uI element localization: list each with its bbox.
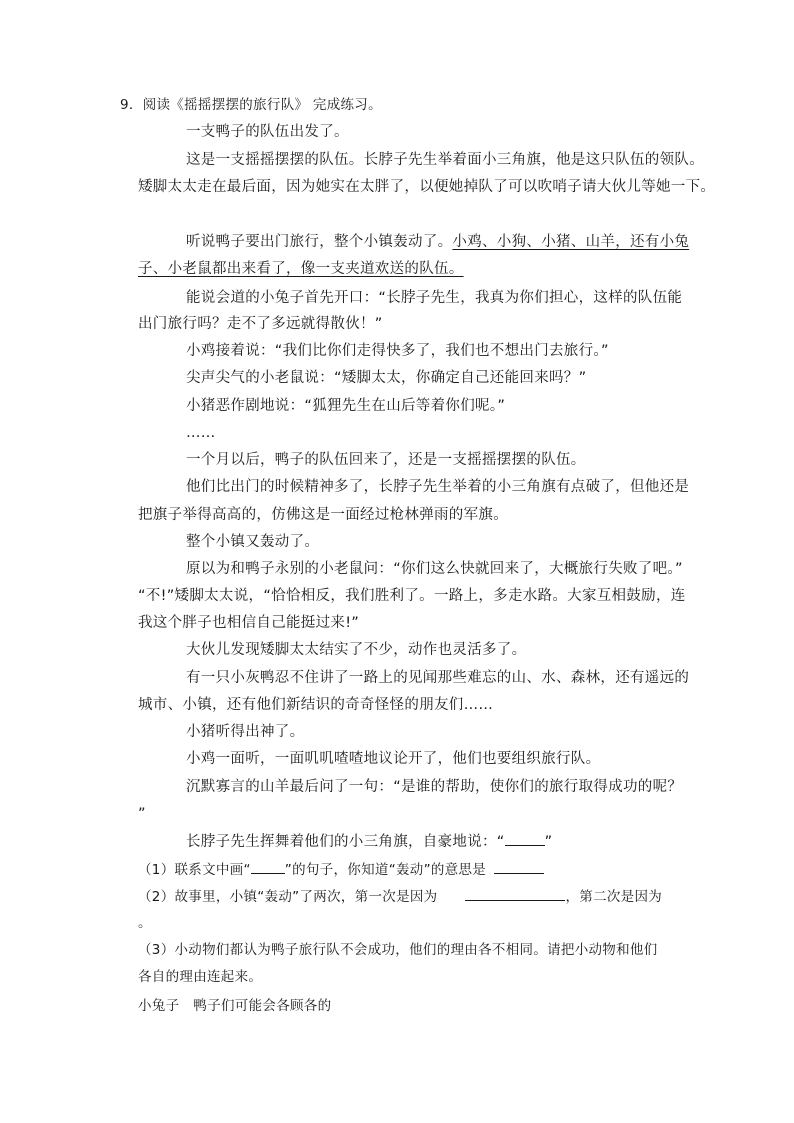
passage-paragraph: 一支鸭子的队伍出发了。: [186, 124, 349, 140]
question-text: （1）联系文中画“: [138, 862, 251, 878]
sub-question-1: [138, 859, 544, 880]
answer-blank[interactable]: [494, 859, 544, 874]
passage-text: ”: [544, 834, 553, 850]
question-number: 9．: [120, 97, 143, 113]
passage-paragraph: 有一只小灰鸭忍不住讲了一路上的见闻那些难忘的山、水、森林，还有遥远的: [186, 670, 690, 686]
passage-text: 听说鸭子要出门旅行，整个小镇轰动了。: [186, 234, 453, 250]
sub-question-3: （3）小动物们都认为鸭子旅行队不会成功，他们的理由各不相同。请把小动物和他们: [138, 942, 658, 958]
passage-paragraph: 原以为和鸭子永别的小老鼠问：“你们这么快就回来了，大概旅行失败了吧。”: [186, 561, 683, 577]
passage-paragraph: 他们比出门的时候精神多了，长脖子先生举着的小三角旗有点破了，但他还是: [186, 479, 690, 495]
sub-question-2-end: 。: [138, 915, 152, 931]
question-text: ，第二次是因为: [565, 889, 663, 905]
passage-paragraph: 沉默寡言的山羊最后问了一句：“是谁的帮助，使你们的旅行取得成功的呢？: [186, 779, 683, 795]
passage-paragraph: 小鸡一面听，一面叽叽喳喳地议论开了，他们也要组织旅行队。: [186, 751, 601, 767]
underlined-sentence-continuation: 子、小老鼠都出来看了，像一支夹道欢送的队伍。: [138, 261, 464, 277]
passage-paragraph-continuation: 出门旅行吗？走不了多远就得散伙！”: [138, 316, 383, 332]
passage-paragraph: 小鸡接着说：“我们比你们走得快多了，我们也不想出门去旅行。”: [186, 343, 609, 359]
match-animal[interactable]: 小兔子: [138, 998, 180, 1014]
passage-paragraph: 整个小镇又轰动了。: [186, 534, 320, 550]
passage-paragraph: 能说会道的小兔子首先开口：“长脖子先生，我真为你们担心，这样的队伍能: [186, 290, 683, 306]
answer-blank[interactable]: [251, 859, 285, 874]
passage-paragraph: 一个月以后，鸭子的队伍回来了，还是一支摇摇摆摆的队伍。: [186, 452, 586, 468]
passage-text: 长脖子先生挥舞着他们的小三角旗，自豪地说：“: [186, 834, 505, 850]
passage-ellipsis: ……: [186, 425, 216, 441]
passage-paragraph-continuation: 矮脚太太走在最后面，因为她实在太胖了，以便她掉队了可以吹哨子请大伙儿等她一下。: [138, 179, 716, 195]
underlined-sentence: 小鸡、小狗、小猪、山羊，还有小兔: [452, 234, 690, 250]
passage-paragraph-continuation: 把旗子举得高高的，仿佛这是一面经过枪林弹雨的军旗。: [138, 507, 508, 523]
passage-paragraph-continuation: 城市、小镇，还有他们新结识的奇奇怪怪的朋友们……: [138, 697, 494, 713]
passage-paragraph: 大伙儿发现矮脚太太结实了不少，动作也灵活多了。: [186, 642, 527, 658]
passage-paragraph: [186, 831, 552, 852]
passage-paragraph-continuation: ”: [138, 806, 146, 822]
question-prompt: 阅读《摇摇摆摆的旅行队》 完成练习。: [142, 97, 382, 113]
matching-row: [138, 996, 331, 1016]
passage-paragraph-continuation: 我这个胖子也相信自己能挺过来!”: [138, 615, 360, 631]
question-header: [120, 95, 382, 115]
passage-paragraph: 尖声尖气的小老鼠说：“矮脚太太，你确定自己还能回来吗？”: [186, 370, 587, 386]
passage-paragraph: 这是一支摇摇摆摆的队伍。长脖子先生举着面小三角旗，他是这只队伍的领队。: [186, 152, 704, 168]
sub-question-2: [138, 886, 662, 907]
passage-paragraph: 小猪恶作剧地说：“狐狸先生在山后等着你们呢。”: [186, 398, 506, 414]
passage-paragraph: “不!”矮脚太太说，“恰恰相反，我们胜利了。一路上，多走水路。大家互相鼓励，连: [138, 588, 686, 604]
answer-blank[interactable]: [465, 886, 565, 901]
match-reason[interactable]: 鸭子们可能会各顾各的: [193, 998, 332, 1014]
passage-paragraph: [186, 232, 689, 252]
question-text: ”的句子，你知道“轰动”的意思是: [284, 862, 487, 878]
sub-question-3-continuation: 各自的理由连起来。: [138, 969, 263, 985]
question-text: （2）故事里，小镇“轰动”了两次，第一次是因为: [138, 889, 438, 905]
answer-blank[interactable]: [505, 831, 545, 846]
passage-paragraph: 小猪听得出神了。: [186, 724, 305, 740]
